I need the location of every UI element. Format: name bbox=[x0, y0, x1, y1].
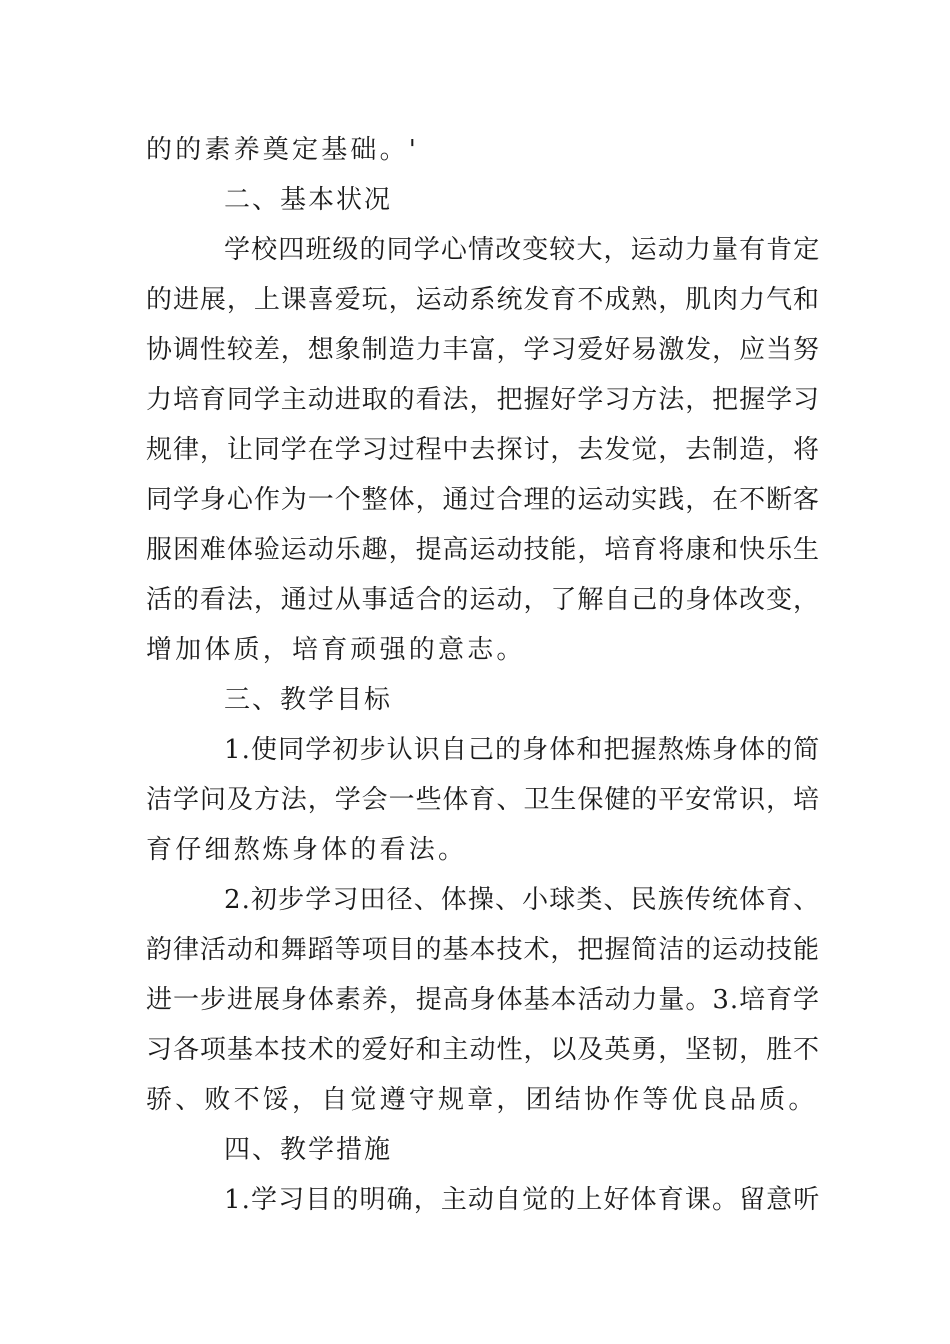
text-line: 习各项基本技术的爱好和主动性，以及英勇，坚韧，胜不 bbox=[146, 1035, 821, 1065]
text-line: 增加体质，培育顽强的意志。 bbox=[146, 635, 526, 665]
section-heading-teaching-goals: 三、教学目标 bbox=[224, 685, 393, 715]
text-line: 同学身心作为一个整体，通过合理的运动实践，在不断客 bbox=[146, 485, 821, 515]
text-line: 1.学习目的明确，主动自觉的上好体育课。留意听 bbox=[224, 1185, 821, 1215]
text-line: 2.初步学习田径、体操、小球类、民族传统体育、 bbox=[224, 885, 821, 915]
text-line: 进一步进展身体素养，提高身体基本活动力量。3.培育学 bbox=[146, 985, 821, 1015]
section-heading-basic-situation: 二、基本状况 bbox=[224, 185, 393, 215]
text-line: 1.使同学初步认识自己的身体和把握熬炼身体的简 bbox=[224, 735, 821, 765]
text-line: 协调性较差，想象制造力丰富，学习爱好易激发，应当努 bbox=[146, 335, 821, 365]
text-line: 学校四班级的同学心情改变较大，运动力量有肯定 bbox=[224, 235, 821, 265]
text-line: 洁学问及方法，学会一些体育、卫生保健的平安常识，培 bbox=[146, 785, 821, 815]
text-line: 活的看法，通过从事适合的运动，了解自己的身体改变， bbox=[146, 585, 821, 615]
text-line: 韵律活动和舞蹈等项目的基本技术，把握简洁的运动技能 bbox=[146, 935, 821, 965]
text-line: 服困难体验运动乐趣，提高运动技能，培育将康和快乐生 bbox=[146, 535, 821, 565]
text-line: 规律，让同学在学习过程中去探讨，去发觉，去制造，将 bbox=[146, 435, 821, 465]
text-line: 育仔细熬炼身体的看法。 bbox=[146, 835, 468, 865]
text-line: 的的素养奠定基础。' bbox=[146, 135, 420, 165]
section-heading-teaching-measures: 四、教学措施 bbox=[224, 1135, 393, 1165]
text-line: 的进展，上课喜爱玩，运动系统发育不成熟，肌肉力气和 bbox=[146, 285, 821, 315]
text-line: 骄、败不馁，自觉遵守规章，团结协作等优良品质。 bbox=[146, 1085, 818, 1115]
text-line: 力培育同学主动进取的看法，把握好学习方法，把握学习 bbox=[146, 385, 821, 415]
